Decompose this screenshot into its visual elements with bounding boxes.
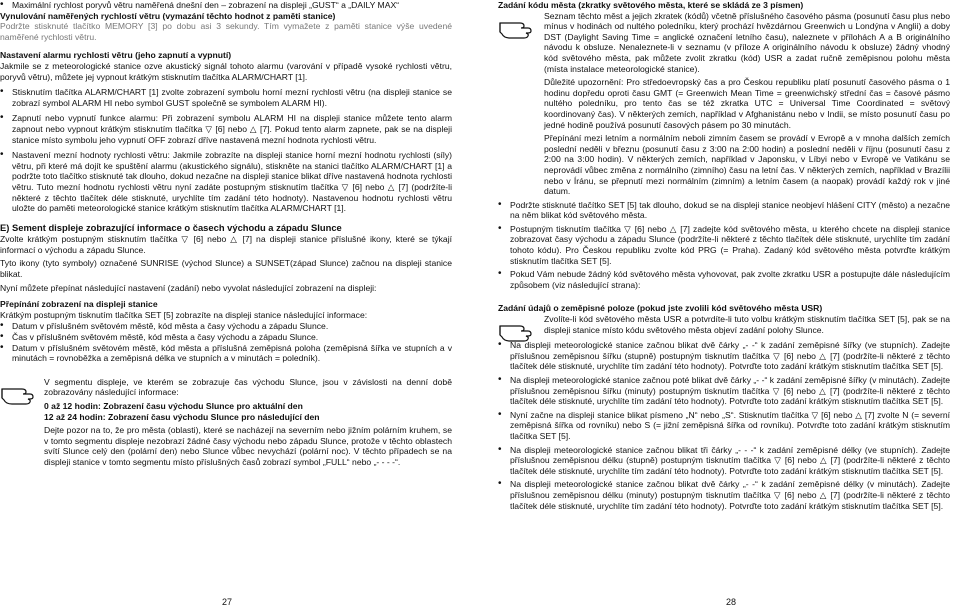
paragraph: Podržte stisknuté tlačítko SET [5] tak dlouho, dokud se na displeji stanice neobjeví hlášení CITY (město) a nezačne na něm blikat kód světového města. [510,199,950,221]
pointing-hand-icon [0,379,40,407]
bullet-dot: • [498,222,502,234]
paragraph: Pokud Vám nebude žádný kód světového města vyhovovat, pak zvolte zkratku USR a postupujte dále následujícím způsobem (viz následující strana): [510,269,950,290]
code-bullet-2 [498,224,950,269]
geo-bullet-2 [498,375,950,410]
geo-bullet-1 [498,340,950,375]
section-e-heading: E) Sement displeje zobrazující informace o časech východu a západu Slunce [0,221,342,233]
bullet-dot: • [498,198,502,210]
code-note-block [498,11,950,197]
bullet-dot: • [498,478,502,490]
geo-bullet-3 [498,410,950,445]
bullet-dot: • [0,112,4,124]
bullet-dot: • [498,443,502,455]
paragraph: Na displeji meteorologické stanice začnou blikat dvě čárky „- -“ k zadání zeměpisné délky (v minutách). Zadejte příslušnou zeměpisnou délku (minuty) postupným tisknutím tlačítka ▽ [6] nebo △ [7] (podržíte-li některé z těchto tlačítek déle stisknuté, urychlíte tím zadání této hodnoty). Potvrďte toto zadání krátkým stisknutím tlačítka SET [5]. [510,479,950,511]
paragraph: Čas v příslušném světovém městě, kód města a časy východu a západu Slunce. [12,332,319,343]
bullet-dot: • [0,149,4,161]
switch-bullet-3 [0,343,452,369]
page-number-left: 27 [222,597,233,607]
paragraph: Seznam těchto měst a jejich zkratek (kódů) včetně příslušného časového pásma (posunutí času plus nebo mínus v hodinách od nultého poledníku, který prochází hvězdárnou Greenwich u Londýna v Anglii) a doby DST (Daylight Saving Time = anglické označení letního času), naleznete v přílohách A a B originálního návodu k obsluze. Nenaleznete-li v seznamu (v příloze A originálního návodu k obsluze) žádný vhodný kód světového města, pak můžete zvolit zkratku (kód) USR a zadat ručně zeměpisnou polohu města (místa instalace meteorologické stanice). [544,10,950,74]
note-text-2: Dejte pozor na to, že pro města (oblasti), které se nacházejí na severním nebo jižním polárním kruhem, se v tomto segmentu displeje nezobrazí žádné časy východu nebo západu Slunce, protože v těchto oblastech svítí Slunce celý den (polární den) nebo Slunce vůbec nevychází (polární noc). V těchto případech se na displeji stanice v tomto segmentu místo příslušných časů zobrazí symbol „FULL“ nebo „- - - -“. [44,425,452,467]
alarm-heading: Nastavení alarmu rychlosti větru (jeho zapnutí a vypnutí) [0,50,232,61]
bullet-dot: • [498,268,502,280]
right-page [498,0,950,511]
paragraph: Na displeji meteorologické stanice začnou poté blikat dvě čárky „- -“ k zadání zeměpisné šířky (v minutách). Zadejte příslušnou zeměpisnou šířku (minuty) postupným tisknutím tlačítka ▽ [6] nebo △ [7] (podržíte-li některé z těchto tlačítek déle stisknuté, urychlíte tím zadání této hodnoty). Potvrďte toto zadání krátkým stisknutím tlačítka SET [5]. [510,375,950,407]
paragraph: Zvolíte-li kód světového města USR a potvrdíte-li tuto volbu krátkým stisknutím tlačítka SET [5], pak se na displeji stanice místo kódu světového města objeví zadání polohy Slunce. [544,314,950,335]
bullet-dot: • [0,86,4,98]
paragraph: Stisknutím tlačítka ALARM/CHART [1] zvolte zobrazení symbolu horní mezní rychlosti větru (na displeji stanice se zobrazí symbol ALARM HI nebo symbol GUST společně se symbolem ALARM HI). [12,87,452,108]
alarm-text: Jakmile se z meteorologické stanice ozve akustický signál tohoto alarmu (varování v případě vysoké rychlosti větru, poryvů větru), můžete jej vypnout krátkým stisknutím tlačítka ALARM/CHART [1]. [0,60,452,82]
code-bullet-1 [498,200,950,224]
left-page [0,0,452,473]
bullet-dot: • [0,331,4,343]
paragraph: Datum v příslušném světovém městě, kód města a časy východu a západu Slunce. [12,321,329,332]
paragraph: Na displeji meteorologické stanice začnou blikat dvě čárky „- -“ k zadání zeměpisné šířky (ve stupních). Zadejte příslušnou zeměpisnou šířku (stupně) postupným tisknutím tlačítka ▽ [6] nebo △ [7] (podržíte-li některé z těchto tlačítek déle stisknuté, urychlíte tím zadání této hodnoty). Potvrďte toto zadání krátkým stisknutím tlačítka SET [5]. [510,340,950,372]
geo-heading: Zadání údajů o zeměpisné poloze (pokud jste zvolili kód světového města USR) [498,303,823,314]
bullet-dot: • [0,320,4,332]
paragraph: Zvolte krátkým postupným stisknutím tlačítka ▽ [6] nebo △ [7] na displeji stanice příslušné ikony, které se týkají informací o východu a západu Slunce. [0,234,452,255]
bullet-dot: • [0,341,4,353]
bullet-dot: • [498,374,502,385]
paragraph: Tyto ikony (tyto symboly) označené SUNRISE (východ Slunce) a SUNSET(západ Slunce) začnou na displeji stanice blikat. [0,258,452,280]
paragraph: Datum v příslušném světovém městě, kód města a příslušná zeměpisná poloha (zeměpisná šířka ve stupních a v minutách = rovnoběžka a zeměpisná délka ve stupních a v minutách = poledník). [12,342,452,364]
paragraph: Nastavení mezní hodnoty rychlosti větru: Jakmile zobrazíte na displeji stanice horní mezní hodnotu rychlosti (síly) větru, při které má dojít ke spuštění alarmu (akustického signálu), stiskněte na stanici tlačítko ALARM/CHART [1] a podržte toto tlačítko stisknuté tak dlouho, dokud nezačne na displeji stanice blikat dříve nastavená hodnota rychlosti větru. Tuto mezní hodnotu rychlosti větru nyní zadáte postupným stisknutím tlačítka ▽ [6] nebo △ [7] (podržíte-li některé z těchto tlačítek déle stisknuté, urychlíte tím zadání této hodnoty). Nastavenou hodnotu rychlosti větru uložte do paměti meteorologické stanice krátkým stisknutím tlačítka ALARM/CHART [1]. [12,150,452,214]
paragraph: Nyní začne na displeji stanice blikat písmeno „N“ nebo „S“. Stisknutím tlačítka ▽ [6] nebo △ [7] zvolte N (= severní zeměpisná šířka od rovníku) nebo S (= jižní zeměpisná šířka od rovníku). Potvrďte toto zadání krátkým stisknutím tlačítka SET [5]. [510,409,950,441]
page-number-right: 28 [726,597,737,607]
reset-heading: Vynulování naměřených rychlostí větru (vymazání těchto hodnot z paměti stanice) [0,10,336,21]
geo-bullet-4 [498,445,950,480]
note-line-1: 0 až 12 hodin: Zobrazení času východu Slunce pro aktuální den [44,401,303,411]
note-line-2: 12 až 24 hodin: Zobrazení času východu Slunce pro následující den [44,411,320,422]
alarm-bullet-1 [0,87,452,113]
note-text: V segmentu displeje, ve kterém se zobrazuje čas východu Slunce, jsou v závislosti na denní době zobrazovány následující informace: [44,376,452,398]
geo-bullet-5 [498,479,950,511]
code-heading: Zadání kódu města (zkratky světového města, které se skládá ze 3 písmen) [498,0,804,10]
pointing-hand-icon [498,316,538,344]
switch-heading: Přepínání zobrazení na displeji stanice [0,299,158,310]
switch-bullet-2 [0,332,452,343]
code-bullet-3 [498,269,950,295]
geo-note-block [498,314,950,335]
paragraph: Na displeji meteorologické stanice začnou blikat tři čárky „- - -“ k zadání zeměpisné délky (ve stupních). Zadejte příslušnou zeměpisnou délku (stupně) postupným tisknutím tlačítka ▽ [6] nebo △ [7] (podržíte-li některé z těchto tlačítek déle stisknuté, urychlíte tím zadání této hodnoty). Potvrďte toto zadání krátkým stisknutím tlačítka SET [5]. [510,444,950,476]
paragraph: Postupným tisknutím tlačítka ▽ [6] nebo △ [7] zadejte kód světového města, u kterého chcete na displeji stanice zobrazovat časy východu a západu Slunce (podržíte-li některé z těchto tlačítek déle stisknuté, urychlíte tím zadání tohoto kódu). Pro Českou republiku zvolte kód PRG (= Praha). Zadaný kód světového města potvrďte krátkým stisknutím tlačítka SET [5]. [510,223,950,266]
paragraph: Maximální rychlost poryvů větru naměřená dnešní den – zobrazení na displeji „GUST“ a „DAILY MAX“ [12,0,400,10]
pointing-hand-icon [498,13,538,41]
paragraph: Přepínání mezi letním a normálním neboli zimním časem se provádí v Evropě a v mnoha dalších zemích poslední neděli v březnu (posunutí času z 3:00 na 2:00 hodin) a poslední neděli v říjnu (posunutí času z 2:00 na 3:00 hodin). V některých zemích, například v Japonsku, v Líbyi nebo v Evropě ve Vatikánu se neprovádí vůbec změna z normálního (zimního) času na letní čas. V některých zemích, například v Brazílii nebo v Íránu, se přepnutí mezi normálním (zimním) a letním časem (a naopak) provádí každý rok v jiné datum. [544,133,950,197]
paragraph: Zapnutí nebo vypnutí funkce alarmu: Při zobrazení symbolu ALARM HI na displeji stanice můžete tento alarm zapnout nebo vypnout krátkým stisknutím tlačítka ▽ [6] nebo △ [7]. Pokud tento alarm zapnete, pak se na displeji stanice místo symbolu jeho vypnutí OFF zobrazí dříve nastavená mezní hodnota rychlosti větru. [12,113,452,145]
paragraph: Nyní můžete přepínat následující nastavení (zadání) nebo vyvolat následující zobrazení na displeji: [0,282,377,293]
alarm-bullet-2 [0,113,452,150]
switch-bullet-1 [0,321,452,332]
note-block [0,377,452,468]
max-gust-bullet [0,0,452,11]
reset-text: Podržte stisknuté tlačítko MEMORY [3] po dobu asi 3 sekundy. Tím vymažete z paměti stanice výše uvedené naměřené rychlosti větru. [0,21,452,42]
bullet-dot: • [498,408,502,420]
bullet-dot: • [498,339,502,351]
paragraph: Důležité upozornění: Pro středoevropský čas a pro Českou republiku platí posunutí časového pásma o 1 hodinu dopředu oproti času GMT (= Greenwich Mean Time = greenwichský střední čas = časové pásmo nultého poledníku, pro tento čas se též zkratka UTC = Universal Time Coordinated = světový koordinovaný čas). V některých zemích, například v Afghanistánu nebo v Indii, se místo posunutí času po jedné hodině používá posunutí časových pásem po 30 minutách. [544,77,950,130]
bullet-dot: • [0,0,4,10]
paragraph: Krátkým postupným tisknutím tlačítka SET [5] zobrazíte na displeji stanice následující informace: [0,309,368,320]
alarm-bullet-3 [0,150,452,219]
